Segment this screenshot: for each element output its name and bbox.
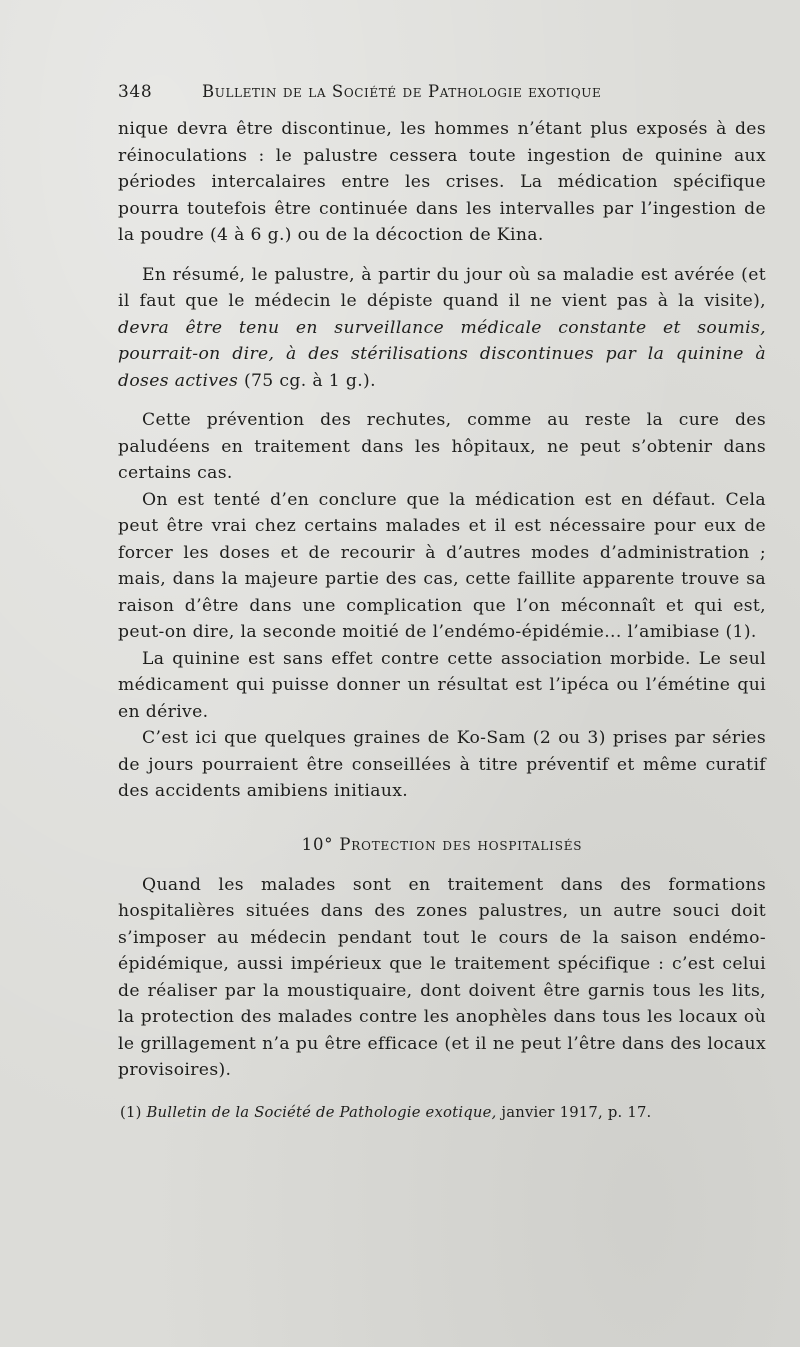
section-heading: 10° Protection des hospitalisés: [301, 834, 583, 854]
page-number: 348: [118, 82, 153, 102]
running-title: Bulletin de la Société de Pathologie exotique: [202, 82, 602, 101]
footnote-marker: (1): [120, 1103, 147, 1121]
paragraph-prevention: Cette prévention des rechutes, comme au reste la cure des paludéens en traitement dans les hôpitaux, ne peut s’obtenir dans certains cas.: [118, 410, 766, 483]
paragraph-resume: [118, 262, 766, 395]
paragraph-ko-sam: C’est ici que quelques graines de Ko-Sam (2 ou 3) prises par séries de jours pourraient être conseillées à titre préventif et même curatif des accidents amibiens initiaux.: [118, 728, 766, 801]
paragraph-medication: On est tenté d’en conclure que la médication est en défaut. Cela peut être vrai chez certains malades et il est nécessaire pour eux de forcer les doses et de recourir à d’autres modes d’administration ; mais, dans la majeure partie des cas, cette faillite apparente trouve sa raison d’être dans une complication que l’on méconnaît et qui est, peut-on dire, la seconde moitié de l’endémo-épidémie... l’amibiase (1).: [118, 489, 766, 642]
footnote-date: janvier 1917, p. 17.: [496, 1103, 652, 1121]
paragraph-continuation: nique devra être discontinue, les hommes n’étant plus exposés à des réinoculations : le palustre cessera toute ingestion de quinine aux périodes intercalaires entre les crises. La médication spécifique pourra toutefois être continuée dans les intervalles par l’ingestion de la poudre (4 à 6 g.) ou de la décoction de Kina.: [118, 119, 766, 245]
footnote: [118, 1102, 766, 1124]
paragraph-quinine: La quinine est sans effet contre cette association morbide. Le seul médicament qui puisse donner un résultat est l’ipéca ou l’émétine qui en dérive.: [118, 648, 766, 722]
paragraph-resume-italic: devra être tenu en surveillance médicale constante et soumis, pourrait-on dire, à des stérilisations discontinues par la quinine à doses actives: [118, 317, 766, 391]
page-header: [118, 82, 766, 116]
paragraph-resume-dose: (75 cg. à 1 g.).: [238, 370, 376, 391]
paragraph-hospitalises: Quand les malades sont en traitement dans des formations hospitalières situées dans des zones palustres, un autre souci doit s’imposer au médecin pendant tout le cours de la saison endémo-épidémique, aussi impérieux que le traitement spécifique : c’est celui de réaliser par la moustiquaire, dont doivent être garnis tous les lits, la protection des malades contre les anophèles dans tous les locaux où le grillagement n’a pu être efficace (et il ne peut l’être dans des locaux provisoires).: [118, 874, 766, 1080]
document-page: [118, 82, 766, 1124]
footnote-source: Bulletin de la Société de Pathologie exotique,: [146, 1103, 497, 1121]
body-text: [118, 116, 766, 1084]
paragraph-resume-text: En résumé, le palustre, à partir du jour où sa maladie est avérée (et il faut que le médecin le dépiste quand il ne vient pas à la visite),: [118, 264, 766, 311]
